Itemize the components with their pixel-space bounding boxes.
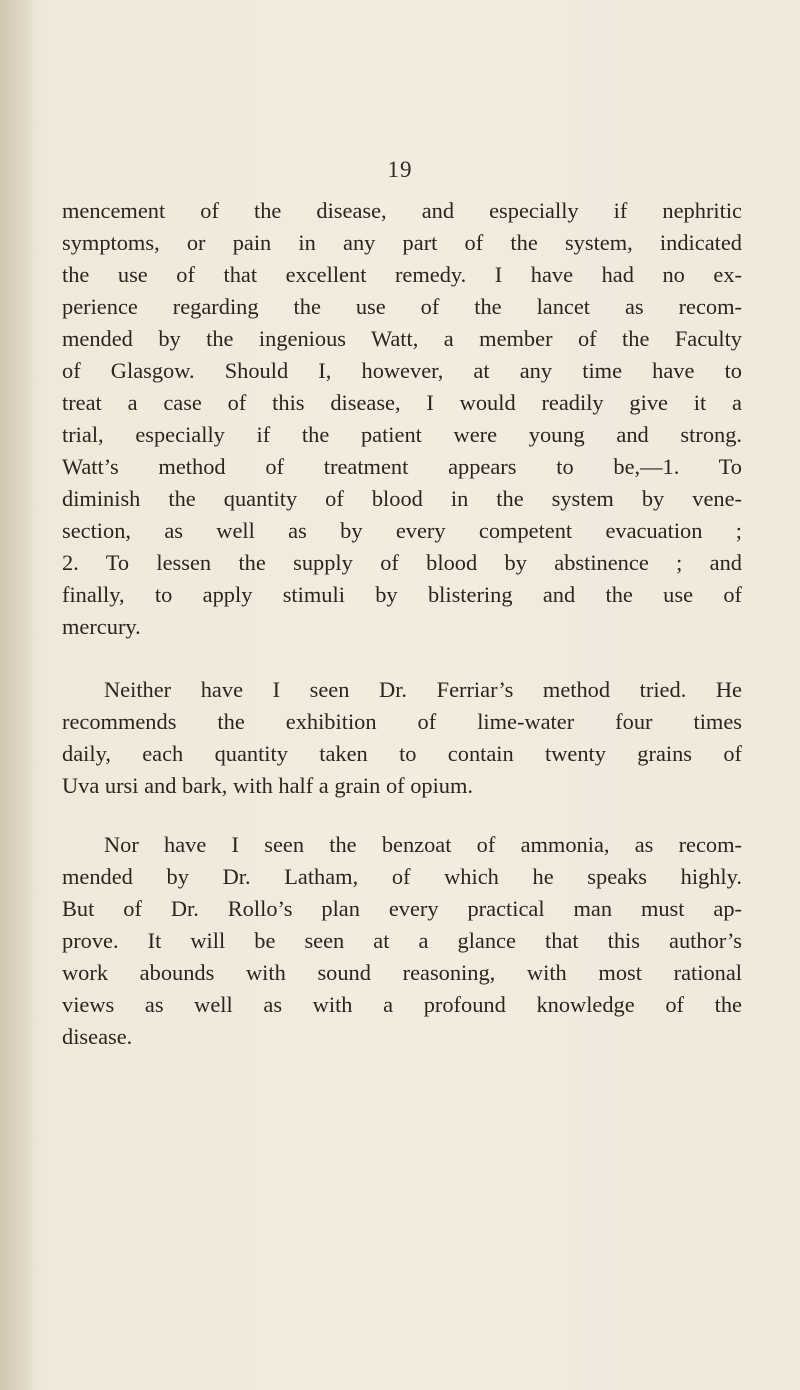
text-line: prove. It will be seen at a glance that this author’s <box>62 928 742 953</box>
text-line: trial, especially if the patient were young and strong. <box>62 422 742 447</box>
text-line: work abounds with sound reasoning, with most rational <box>62 960 742 985</box>
text-line: finally, to apply stimuli by blistering and the use of <box>62 582 742 607</box>
text-line: daily, each quantity taken to contain twenty grains of <box>62 741 742 766</box>
text-line: Nor have I seen the benzoat of ammonia, as recom- <box>104 832 742 857</box>
body-text <box>62 195 742 1053</box>
text-line: Neither have I seen Dr. Ferriar’s method tried. He <box>104 677 742 702</box>
paragraph-3 <box>62 829 742 1053</box>
text-line: Watt’s method of treatment appears to be,—1. To <box>62 454 742 479</box>
text-line: of Glasgow. Should I, however, at any time have to <box>62 358 742 383</box>
text-line: section, as well as by every competent evacuation ; <box>62 518 742 543</box>
paragraph-2 <box>62 674 742 802</box>
text-line: diminish the quantity of blood in the system by vene- <box>62 486 742 511</box>
paragraph-spacer <box>62 802 742 829</box>
text-line: the use of that excellent remedy. I have had no ex- <box>62 262 742 287</box>
text-line: perience regarding the use of the lancet as recom- <box>62 294 742 319</box>
binding-gutter-shadow <box>0 0 36 1390</box>
text-line: symptoms, or pain in any part of the system, indicated <box>62 230 742 255</box>
page-number: 19 <box>387 157 413 182</box>
text-line: mended by Dr. Latham, of which he speaks highly. <box>62 864 742 889</box>
text-line: views as well as with a profound knowledge of the <box>62 992 742 1017</box>
text-line: mercury. <box>62 614 141 639</box>
text-line: mencement of the disease, and especially if nephritic <box>62 198 742 223</box>
text-line: Uva ursi and bark, with half a grain of opium. <box>62 773 474 798</box>
paragraph-1 <box>62 195 742 643</box>
text-line: But of Dr. Rollo’s plan every practical man must ap- <box>62 896 742 921</box>
text-line: treat a case of this disease, I would readily give it a <box>62 390 742 415</box>
text-line: recommends the exhibition of lime-water four times <box>62 709 742 734</box>
text-line: disease. <box>62 1024 133 1049</box>
paragraph-spacer <box>62 643 742 674</box>
text-line: mended by the ingenious Watt, a member of the Faculty <box>62 326 742 351</box>
text-line: 2. To lessen the supply of blood by abstinence ; and <box>62 550 742 575</box>
